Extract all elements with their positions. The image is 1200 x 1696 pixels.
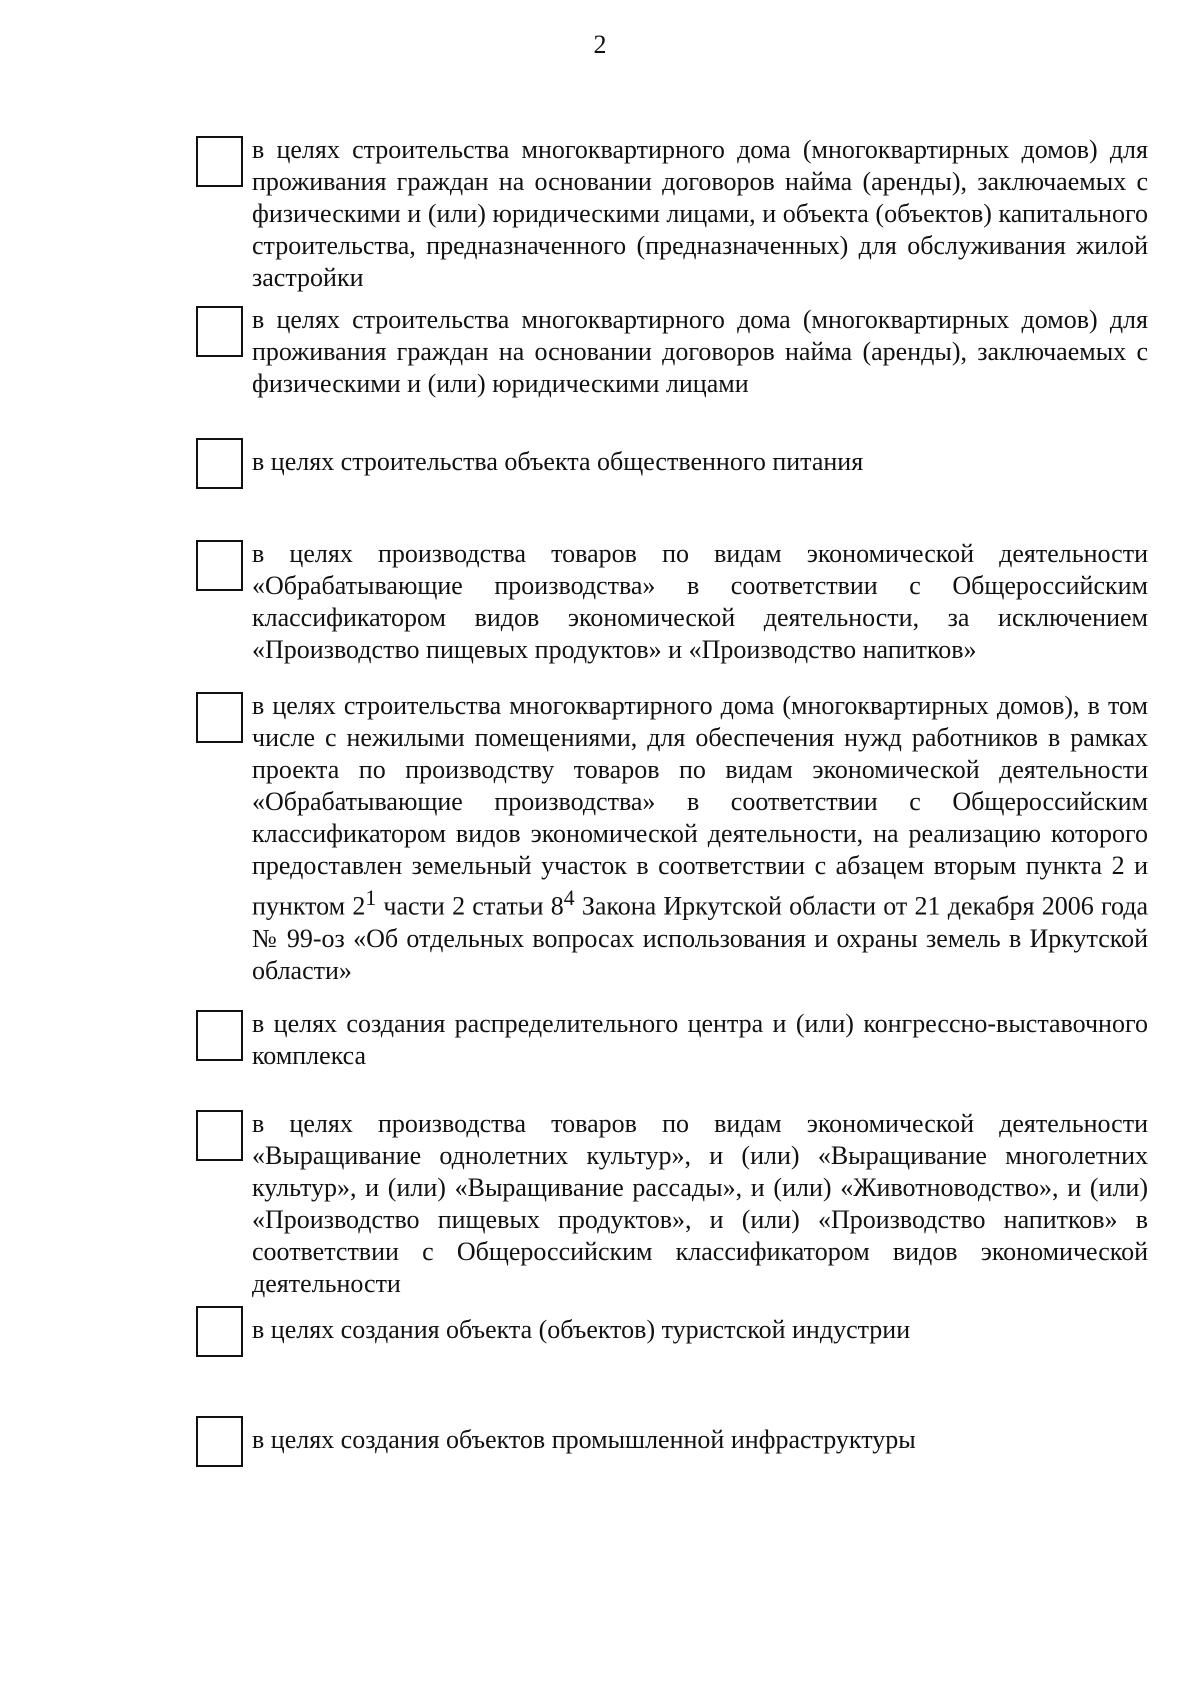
option-label-part: части 2 статьи 8 xyxy=(376,891,564,921)
option-label: в целях создания распределительного центра и (или) конгрессно-выставочного комплекса xyxy=(252,1009,1148,1070)
superscript: 1 xyxy=(365,886,377,910)
option-checkbox[interactable] xyxy=(196,306,243,357)
option-label xyxy=(252,690,1148,987)
option-checkbox[interactable] xyxy=(196,136,243,187)
option-label: в целях производства товаров по видам экономической деятельности «Обрабатывающие производства» в соответствии с Общероссийским классификатором видов экономической деятельности, за исключением «Производство пищевых продуктов» и «Производство напитков» xyxy=(252,539,1148,664)
option-checkbox[interactable] xyxy=(196,1306,243,1357)
page-number: 2 xyxy=(593,30,607,59)
option-label: в целях производства товаров по видам экономической деятельности «Выращивание однолетних культур», и (или) «Выращивание многолетних культур», и (или) «Выращивание рассады», и (или) «Животноводство», и (или) «Производство пищевых продуктов», и (или) «Производство напитков» в соответствии с Общероссийским классификатором видов экономической деятельности xyxy=(252,1109,1148,1298)
option-label: в целях строительства многоквартирного дома (многоквартирных домов) для проживания граждан на основании договоров найма (аренды), заключаемых с физическими и (или) юридическими лицами, и объекта (объектов) капитального строительства, предназначенного (предназначенных) для обслуживания жилой застройки xyxy=(252,135,1148,292)
option-label-part: в целях строительства многоквартирного дома (многоквартирных домов), в том числе с нежилыми помещениями, для обеспечения нужд работников в рамках проекта по производству товаров по видам экономической деятельности «Обрабатывающие производства» в соответствии с Общероссийским классификатором видов экономической деятельности, на реализацию которого предоставлен земельный участок в соответствии с абзацем вторым пункта 2 и пунктом 2 xyxy=(252,691,1148,921)
option-label: в целях строительства многоквартирного дома (многоквартирных домов) для проживания граждан на основании договоров найма (аренды), заключаемых с физическими и (или) юридическими лицами xyxy=(252,305,1148,398)
option-checkbox[interactable] xyxy=(196,1110,243,1161)
superscript: 4 xyxy=(563,886,575,910)
option-label-part: Закона Иркутской области от 21 декабря 2006 года № 99-оз «Об отдельных вопросах использования и охраны земель в Иркутской области» xyxy=(252,891,1148,985)
option-label: в целях строительства объекта общественного питания xyxy=(252,447,864,476)
option-checkbox[interactable] xyxy=(196,692,243,743)
option-label: в целях создания объектов промышленной инфраструктуры xyxy=(252,1425,916,1454)
option-checkbox[interactable] xyxy=(196,540,243,591)
option-checkbox[interactable] xyxy=(196,438,243,489)
option-label: в целях создания объекта (объектов) туристской индустрии xyxy=(252,1315,911,1344)
option-checkbox[interactable] xyxy=(196,1010,243,1061)
option-checkbox[interactable] xyxy=(196,1416,243,1467)
